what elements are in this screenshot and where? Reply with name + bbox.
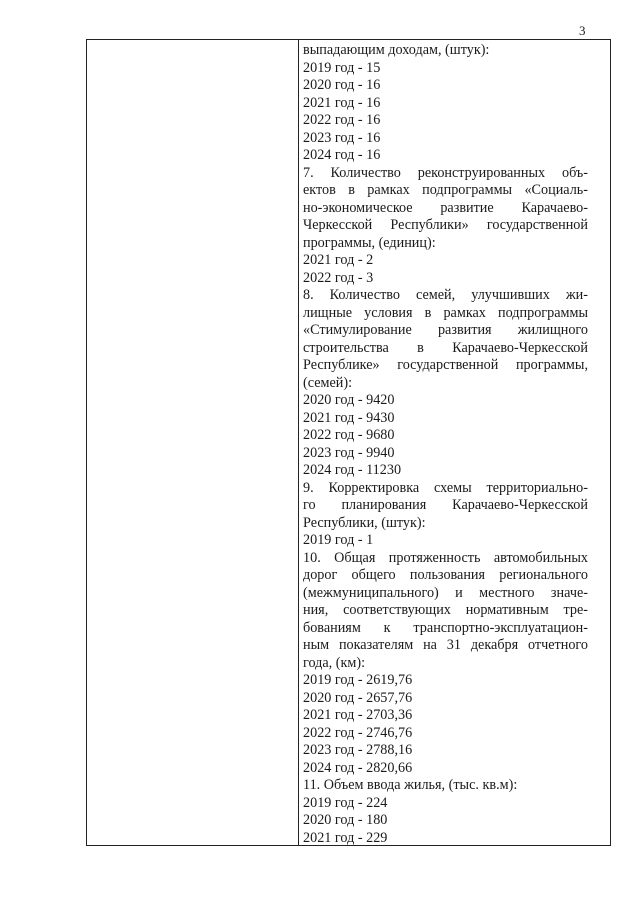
text-line: Республики, (штук): [303,514,426,531]
text-line: 2020 год - 2657,76 [303,689,413,706]
text-line: 2020 год - 9420 [303,392,395,408]
text-line: го планирования Карачаево-Черкесской [303,497,588,513]
text-line: 2021 год - 9430 [303,409,395,426]
text-line: 2019 год - 1 [303,532,374,548]
text-line: 2024 год - 2820,66 [303,759,413,776]
text-line: 2022 год - 9680 [303,427,395,443]
column-divider [298,39,299,846]
text-line: 2019 год - 15 [303,59,381,76]
text-line: 2023 год - 2788,16 [303,742,413,758]
text-line: ния, соответствующих нормативным тре- [303,602,588,618]
text-line: 2023 год - 16 [303,129,381,146]
page-number: 3 [579,23,586,38]
text-line: 2020 год - 16 [303,77,381,93]
text-line: Республике» государственной программы, [303,357,588,373]
text-line: 8. Количество семей, улучшивших жи- [303,287,588,303]
text-line: 2019 год - 2619,76 [303,672,413,688]
text-line: (межмуниципального) и местного значе- [303,584,588,601]
text-line: 2021 год - 229 [303,829,388,846]
text-line: 2021 год - 2 [303,252,374,268]
text-line: года, (км): [303,654,366,671]
text-line: «Стимулирование развития жилищного [303,322,588,338]
text-line: 7. Количество реконструированных объ- [303,164,588,181]
text-line: Черкесской Республики» государственной [303,217,588,233]
text-line: (семей): [303,374,353,391]
text-line: ектов в рамках подпрограммы «Социаль- [303,182,588,198]
text-line: 2022 год - 3 [303,269,374,286]
text-line: 2019 год - 224 [303,794,388,811]
text-line: 2021 год - 16 [303,94,381,111]
text-line: 2024 год - 16 [303,147,381,163]
text-line: строительства в Карачаево-Черкесской [303,339,588,356]
text-line: 2020 год - 180 [303,812,388,828]
text-line: 9. Корректировка схемы территориально- [303,479,588,496]
text-line: ным показателям на 31 декабря отчетного [303,637,588,653]
text-line: 2022 год - 2746,76 [303,724,413,741]
text-line: 2022 год - 16 [303,112,381,128]
text-line: 11. Объем ввода жилья, (тыс. кв.м): [303,777,518,793]
indicators-cell [303,42,588,847]
text-line: 2023 год - 9940 [303,444,395,461]
text-line: дорог общего пользования регионального [303,567,588,583]
text-line: 10. Общая протяженность автомобильных [303,549,588,566]
text-line: лищные условия в рамках подпрограммы [303,304,588,321]
text-line: 2021 год - 2703,36 [303,707,413,723]
text-line: но-экономическое развитие Карачаево- [303,199,588,216]
text-line: выпадающим доходам, (штук): [303,42,490,58]
text-line: 2024 год - 11230 [303,462,402,478]
text-line: бованиям к транспортно-эксплуатацион- [303,619,588,636]
text-line: программы, (единиц): [303,234,436,251]
